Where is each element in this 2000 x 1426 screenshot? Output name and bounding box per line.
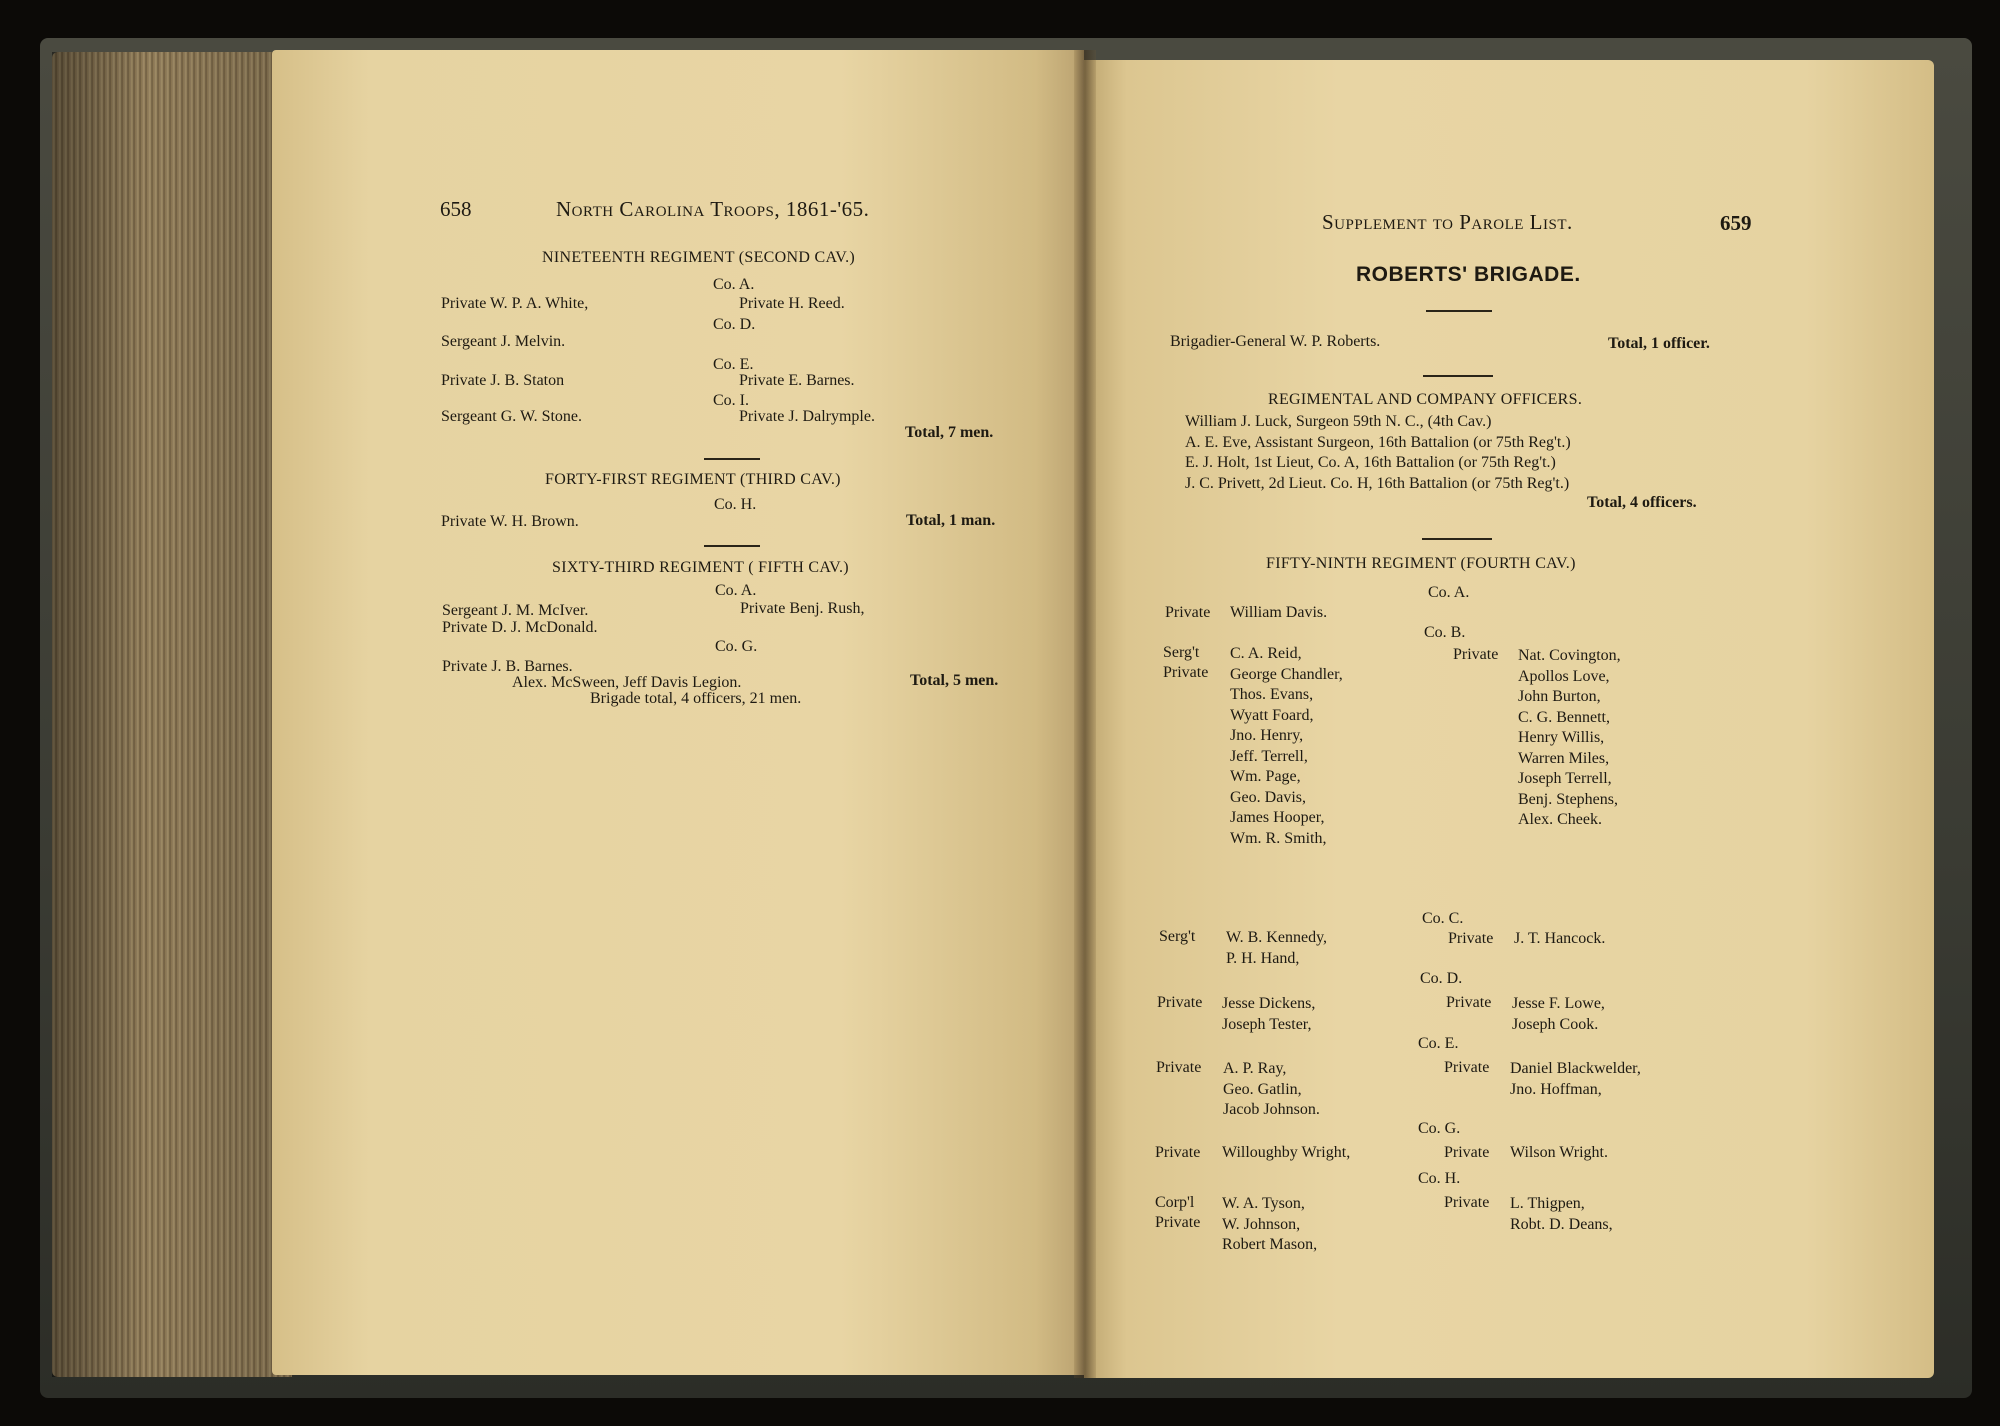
roster-entry: Sergeant J. Melvin. <box>441 333 566 350</box>
roster-names <box>1510 1059 1641 1100</box>
roster-names <box>1226 928 1327 969</box>
roster-entry: L. Thigpen, <box>1510 1195 1585 1212</box>
company-label: Co. H. <box>1418 1170 1461 1187</box>
company-label: Co. H. <box>714 496 757 513</box>
roster-entry: Robert Mason, <box>1222 1236 1318 1253</box>
roster-names <box>1512 994 1605 1035</box>
company-label: Co. E. <box>1418 1035 1459 1052</box>
roster-entry: Geo. Davis, <box>1230 788 1306 806</box>
roster-entry: Joseph Tester, <box>1222 1015 1312 1033</box>
section-divider <box>1422 538 1492 540</box>
officer-entry: A. E. Eve, Assistant Surgeon, 16th Battalion (or 75th Reg't.) <box>1185 433 1571 451</box>
company-label: Co. C. <box>1422 910 1464 927</box>
roster-entry: George Chandler, <box>1230 665 1343 683</box>
roster-entry: Jeff. Terrell, <box>1230 747 1308 765</box>
roster-entry: P. H. Hand, <box>1226 949 1300 967</box>
company-label: Co. A. <box>715 582 757 599</box>
rank-label: Private <box>1448 930 1494 947</box>
roster-entry: Daniel Blackwelder, <box>1510 1060 1641 1077</box>
company-label: Co. B. <box>1424 624 1466 641</box>
rank-label: Private <box>1453 646 1499 663</box>
company-label: Co. G. <box>1418 1120 1461 1137</box>
section-heading: FORTY-FIRST REGIMENT (THIRD CAV.) <box>545 471 841 488</box>
section-divider <box>704 458 760 460</box>
company-label: Co. E. <box>713 356 754 373</box>
officers-list <box>1185 412 1571 494</box>
roster-names <box>1518 646 1621 831</box>
roster-names <box>1510 1194 1613 1235</box>
rank-label: Private <box>1444 1059 1490 1076</box>
company-label: Co. G. <box>715 638 758 655</box>
rank-label: Private <box>1155 1214 1201 1231</box>
roster-entry: Alex. McSween, Jeff Davis Legion. <box>512 674 742 691</box>
roster-entry: C. A. Reid, <box>1230 645 1302 662</box>
running-head-left: North Carolina Troops, 1861-'65. <box>556 197 870 221</box>
roster-names <box>1223 1059 1320 1121</box>
roster-names <box>1230 644 1343 849</box>
company-label: Co. D. <box>713 316 756 333</box>
company-label: Co. D. <box>1420 970 1463 987</box>
roster-entry: Private W. P. A. White, <box>441 295 589 312</box>
roster-entry: Wm. Page, <box>1230 768 1301 785</box>
rank-label: Corp'l <box>1155 1194 1195 1211</box>
roster-entry: Thos. Evans, <box>1230 686 1314 703</box>
roster-entry: Alex. Cheek. <box>1518 811 1602 828</box>
roster-entry: Jno. Henry, <box>1230 727 1304 744</box>
roster-entry: Private W. H. Brown. <box>441 513 579 530</box>
roster-entry: Joseph Terrell, <box>1518 770 1612 787</box>
section-total: Total, 1 man. <box>906 512 996 529</box>
roster-entry: Wm. R. Smith, <box>1230 829 1327 847</box>
company-label: Co. A. <box>713 276 755 293</box>
roster-entry: Robt. D. Deans, <box>1510 1215 1613 1233</box>
company-label: Co. A. <box>1428 584 1470 601</box>
rank-label: Private <box>1444 1194 1490 1211</box>
brigade-title: ROBERTS' BRIGADE. <box>1356 263 1581 286</box>
rank-label: Private <box>1444 1144 1490 1161</box>
section-divider <box>1426 310 1492 312</box>
section-total: Total, 7 men. <box>905 424 994 441</box>
roster-entry: W. A. Tyson, <box>1222 1195 1305 1212</box>
rank-label: Serg't <box>1159 928 1196 945</box>
roster-entry: Jacob Johnson. <box>1223 1101 1320 1118</box>
brigade-total: Brigade total, 4 officers, 21 men. <box>590 690 802 707</box>
roster-entry: J. T. Hancock. <box>1514 930 1606 947</box>
section-divider <box>704 545 760 547</box>
page-number-left: 658 <box>440 197 472 221</box>
rank-label: Private <box>1156 1059 1202 1076</box>
roster-entry: Wilson Wright. <box>1510 1144 1608 1161</box>
rank-label: Private <box>1157 994 1203 1011</box>
roster-entry: Jesse Dickens, <box>1222 995 1316 1012</box>
roster-entry: William Davis. <box>1230 604 1328 621</box>
roster-entry: Sergeant J. M. McIver. <box>442 602 589 619</box>
roster-entry: Private D. J. McDonald. <box>442 619 598 636</box>
right-page <box>1084 60 1934 1378</box>
roster-entry: Jesse F. Lowe, <box>1512 995 1605 1012</box>
officer-entry: William J. Luck, Surgeon 59th N. C., (4th Cav.) <box>1185 413 1492 430</box>
section-heading: NINETEENTH REGIMENT (SECOND CAV.) <box>542 249 856 266</box>
roster-entry: Wyatt Foard, <box>1230 706 1314 724</box>
page-number-right: 659 <box>1720 211 1752 235</box>
roster-entry: Nat. Covington, <box>1518 647 1621 664</box>
rank-label: Private <box>1155 1144 1201 1161</box>
section-total: Total, 4 officers. <box>1587 494 1697 511</box>
section-heading: SIXTY-THIRD REGIMENT ( FIFTH CAV.) <box>552 559 849 576</box>
roster-entry: James Hooper, <box>1230 809 1325 826</box>
officer-entry: E. J. Holt, 1st Lieut, Co. A, 16th Battalion (or 75th Reg't.) <box>1185 454 1556 471</box>
roster-entry: W. Johnson, <box>1222 1215 1301 1233</box>
roster-entry: Apollos Love, <box>1518 667 1610 685</box>
roster-entry: Private E. Barnes. <box>739 372 855 389</box>
roster-entry: Joseph Cook. <box>1512 1015 1599 1033</box>
left-page <box>272 50 1084 1375</box>
roster-entry: Warren Miles, <box>1518 749 1610 767</box>
roster-entry: Sergeant G. W. Stone. <box>441 408 583 425</box>
roster-entry: John Burton, <box>1518 688 1601 705</box>
roster-entry: C. G. Bennett, <box>1518 708 1610 726</box>
roster-entry: Private Benj. Rush, <box>740 600 865 617</box>
roster-names <box>1222 994 1315 1035</box>
section-divider <box>1423 375 1493 377</box>
roster-entry: Henry Willis, <box>1518 729 1605 746</box>
roster-entry: Private J. B. Barnes. <box>442 658 573 675</box>
book-gutter <box>1074 50 1096 1378</box>
rank-label: Private <box>1446 994 1492 1011</box>
company-label: Co. I. <box>713 392 749 409</box>
roster-entry: Jno. Hoffman, <box>1510 1080 1602 1098</box>
brigadier-general-entry: Brigadier-General W. P. Roberts. <box>1170 333 1381 350</box>
roster-entry: Private J. B. Staton <box>441 372 565 389</box>
roster-entry: Benj. Stephens, <box>1518 790 1618 808</box>
roster-entry: Private J. Dalrymple. <box>739 408 875 425</box>
roster-entry: Willoughby Wright, <box>1222 1144 1351 1161</box>
rank-label: Serg't <box>1163 644 1200 661</box>
roster-names <box>1222 1194 1317 1256</box>
section-total: Total, 5 men. <box>910 672 999 689</box>
roster-entry: W. B. Kennedy, <box>1226 929 1328 946</box>
roster-entry: Private H. Reed. <box>739 295 845 312</box>
rank-label: Private <box>1165 604 1211 621</box>
officer-entry: J. C. Privett, 2d Lieut. Co. H, 16th Battalion (or 75th Reg't.) <box>1185 474 1570 492</box>
rank-label: Private <box>1163 664 1209 681</box>
roster-entry: A. P. Ray, <box>1223 1060 1287 1077</box>
section-heading: REGIMENTAL AND COMPANY OFFICERS. <box>1268 391 1583 408</box>
running-head-right: Supplement to Parole List. <box>1322 210 1573 234</box>
section-total: Total, 1 officer. <box>1608 335 1710 352</box>
roster-entry: Geo. Gatlin, <box>1223 1080 1302 1098</box>
section-heading: FIFTY-NINTH REGIMENT (FOURTH CAV.) <box>1266 555 1576 572</box>
